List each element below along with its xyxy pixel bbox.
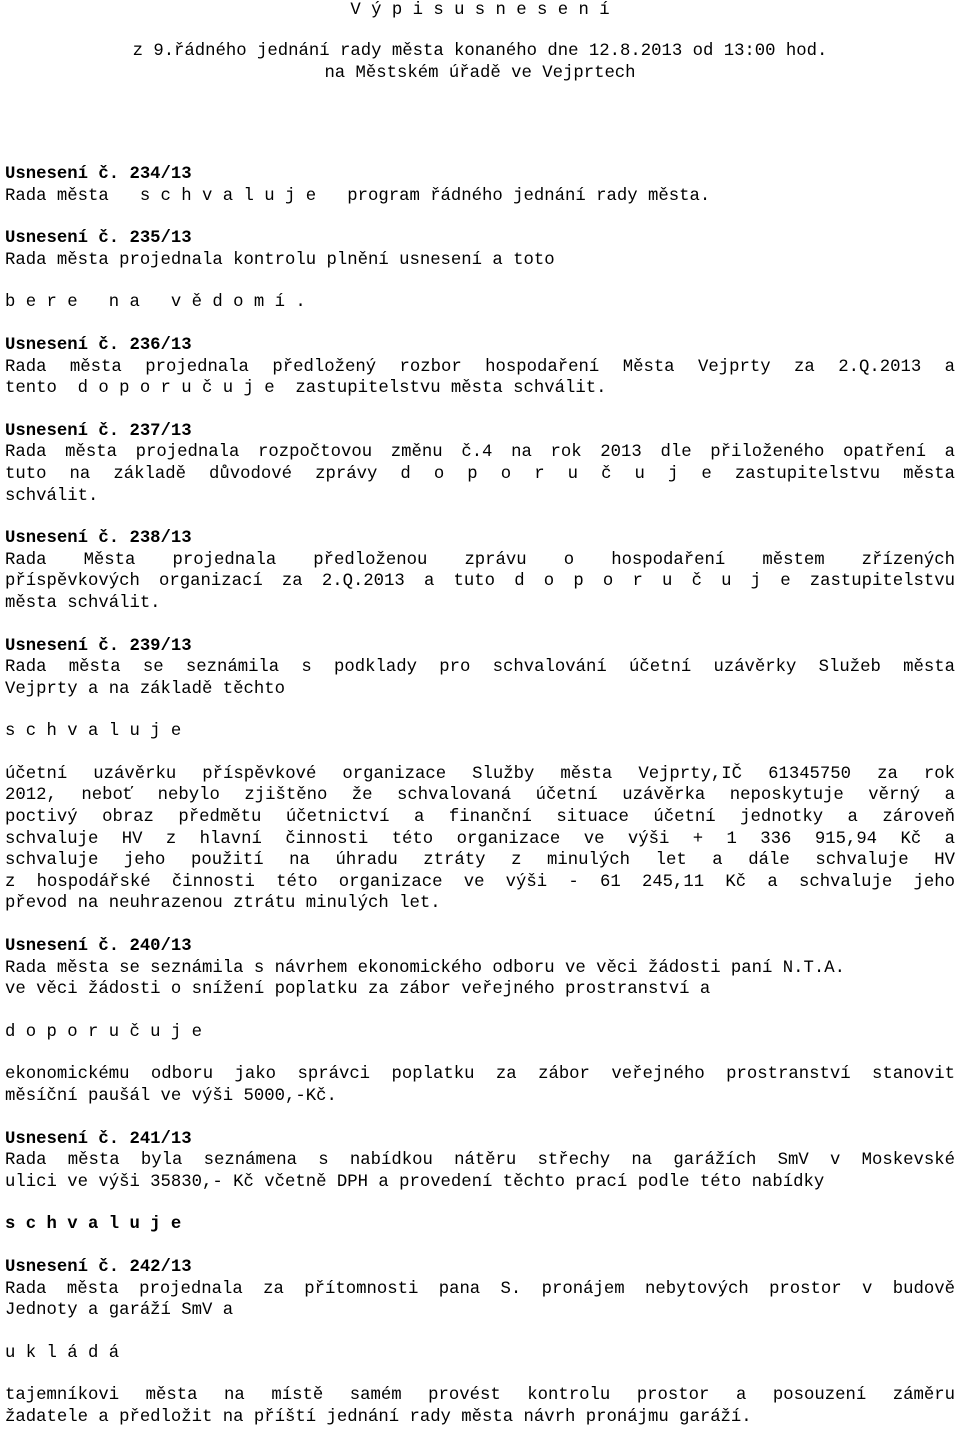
resolution-number: Usnesení č. 237/13 xyxy=(5,421,192,441)
resolution-detail: poctivý obraz předmětu účetnictví a finanční situace účetní jednotky a zároveň xyxy=(5,808,955,828)
resolution-240 xyxy=(5,936,955,1108)
resolution-237 xyxy=(5,421,955,507)
resolution-number: Usnesení č. 235/13 xyxy=(5,229,192,249)
resolution-number: Usnesení č. 238/13 xyxy=(5,529,192,549)
resolution-text: ulici ve výši 35830,- Kč včetně DPH a provedení těchto prací podle této nabídky xyxy=(5,1172,825,1192)
meeting-info: z 9.řádného jednání rady města konaného dne 12.8.2013 od 13:00 hod. xyxy=(132,42,828,61)
resolution-text: schválit. xyxy=(5,486,99,506)
resolution-241 xyxy=(5,1129,955,1236)
resolution-detail: účetní uzávěrku příspěvkové organizace Služby města Vejprty,IČ 61345750 za rok xyxy=(5,764,955,784)
resolution-detail: schvaluje HV z hlavní činnosti této organizace ve výši + 1 336 915,94 Kč a xyxy=(5,829,955,849)
resolution-235 xyxy=(5,228,955,314)
resolution-text: tuto na základě důvodové zprávy d o p o r u č u j e zastupitelstvu města xyxy=(5,464,955,484)
resolution-detail: z hospodářské činnosti této organizace ve výši - 61 245,11 Kč a schvaluje jeho xyxy=(5,872,955,892)
resolution-verdict: b e r e n a v ě d o m í . xyxy=(5,293,306,313)
resolution-detail: 2012, neboť nebylo zjištěno že schvalovaná účetní uzávěrka neposkytuje věrný a xyxy=(5,786,955,806)
resolution-number: Usnesení č. 242/13 xyxy=(5,1257,192,1277)
resolution-242 xyxy=(5,1257,955,1429)
resolution-text: Jednoty a garáží SmV a xyxy=(5,1301,234,1321)
resolution-text: ve věci žádosti o snížení poplatku za zábor veřejného prostranství a xyxy=(5,980,711,1000)
resolution-text: Rada města se seznámila s návrhem ekonomického odboru ve věci žádosti paní N.T.A. xyxy=(5,958,846,978)
resolution-text: Rada města byla seznámena s nabídkou nátěru střechy na garážích SmV v Moskevské xyxy=(5,1151,955,1171)
resolution-verdict: u k l á d á xyxy=(5,1343,120,1363)
resolution-234 xyxy=(5,164,955,207)
resolution-text: Rada města projednala za přítomnosti pana S. pronájem nebytových prostor v budově xyxy=(5,1279,955,1299)
resolution-number: Usnesení č. 241/13 xyxy=(5,1129,192,1149)
resolution-verdict: d o p o r u č u j e xyxy=(5,1022,203,1042)
resolution-verdict: s c h v a l u j e xyxy=(5,1215,182,1235)
resolution-text: Rada města s c h v a l u j e program řádného jednání rady města. xyxy=(5,186,711,206)
resolution-verdict: s c h v a l u j e xyxy=(5,722,182,742)
resolution-text: Rada města projednala rozpočtovou změnu č.4 na rok 2013 dle přiloženého opatření a xyxy=(5,443,955,463)
resolution-239 xyxy=(5,636,955,916)
resolution-text: příspěvkových organizací za 2.Q.2013 a tuto d o p o r u č u j e zastupitelstvu xyxy=(5,572,955,592)
resolution-text: Rada města projednala kontrolu plnění usnesení a toto xyxy=(5,250,555,270)
resolution-236 xyxy=(5,335,955,400)
resolution-number: Usnesení č. 234/13 xyxy=(5,165,192,184)
resolution-text: města schválit. xyxy=(5,593,161,613)
resolution-text: Rada Města projednala předloženou zprávu o hospodaření městem zřízených xyxy=(5,550,955,570)
resolution-number: Usnesení č. 236/13 xyxy=(5,335,192,355)
meeting-location: na Městském úřadě ve Vejprtech xyxy=(324,64,636,83)
resolution-detail: měsíční paušál ve výši 5000,-Kč. xyxy=(5,1087,337,1106)
resolution-text: tento d o p o r u č u j e zastupitelstvu města schválit. xyxy=(5,379,607,399)
document-page xyxy=(5,0,955,1429)
resolution-detail: tajemníkovi města na místě samém provést kontrolu prostor a posouzení záměru xyxy=(5,1386,955,1406)
resolution-number: Usnesení č. 240/13 xyxy=(5,937,192,957)
resolution-text: Rada města projednala předložený rozbor hospodaření Města Vejprty za 2.Q.2013 a xyxy=(5,357,955,377)
resolution-text: Rada města se seznámila s podklady pro schvalování účetní uzávěrky Služeb města xyxy=(5,658,955,678)
resolution-detail: převod na neuhrazenou ztrátu minulých let. xyxy=(5,894,441,914)
document-header xyxy=(5,0,955,85)
resolution-detail: ekonomickému odboru jako správci poplatku za zábor veřejného prostranství stanovit xyxy=(5,1065,955,1085)
resolution-detail: schvaluje jeho použití na úhradu ztráty z minulých let a dále schvaluje HV xyxy=(5,851,955,871)
document-title: V ý p i s u s n e s e n í xyxy=(350,1,610,20)
resolution-238 xyxy=(5,528,955,614)
resolution-number: Usnesení č. 239/13 xyxy=(5,636,192,656)
resolution-text: Vejprty a na základě těchto xyxy=(5,679,286,699)
resolution-detail: žadatele a předložit na příští jednání rady města návrh pronájmu garáží. xyxy=(5,1407,752,1427)
